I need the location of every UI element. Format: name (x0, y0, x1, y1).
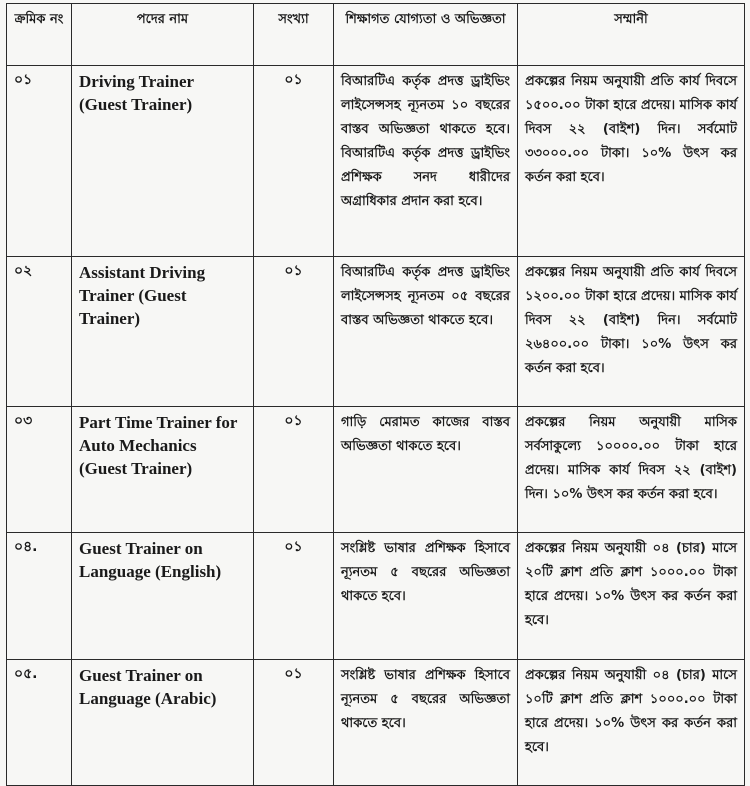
qualification-cell: সংশ্লিষ্ট ভাষার প্রশিক্ষক হিসাবে ন্যূনতম ৫ বছরের অভিজ্ঞতা থাকতে হবে। (334, 660, 518, 786)
post-name-cell: Guest Trainer on Language (Arabic) (72, 660, 254, 786)
remuneration-cell: প্রকল্পের নিয়ম অনুযায়ী প্রতি কার্য দিবসে ১৫০০.০০ টাকা হারে প্রদেয়। মাসিক কার্য দিবস ২২ (বাইশ) দিন। সর্বমোট ৩৩০০০.০০ টাকা। ১০% উৎস কর কর্তন করা হবে। (518, 66, 745, 257)
remuneration-cell: প্রকল্পের নিয়ম অনুযায়ী ০৪ (চার) মাসে ১০টি ক্লাশ প্রতি ক্লাশ ১০০০.০০ টাকা হারে প্রদেয়। ১০% উৎস কর কর্তন করা হবে। (518, 660, 745, 786)
qualification-cell: গাড়ি মেরামত কাজের বাস্তব অভিজ্ঞতা থাকতে হবে। (334, 407, 518, 533)
post-name-cell: Part Time Trainer for Auto Mechanics (Guest Trainer) (72, 407, 254, 533)
job-vacancy-table-frame (6, 3, 744, 777)
post-name-cell: Guest Trainer on Language (English) (72, 533, 254, 660)
remuneration-cell: প্রকল্পের নিয়ম অনুযায়ী মাসিক সর্বসাকুল্যে ১০০০০.০০ টাকা হারে প্রদেয়। মাসিক কার্য দিবস ২২ (বাইশ) দিন। ১০% উৎস কর কর্তন করা হবে। (518, 407, 745, 533)
header-post-name: পদের নাম (72, 4, 254, 66)
table-row (7, 257, 745, 407)
job-vacancy-table (6, 3, 745, 786)
table-row (7, 407, 745, 533)
table-row (7, 66, 745, 257)
serial-cell: ০৪. (7, 533, 72, 660)
post-name-cell: Driving Trainer (Guest Trainer) (72, 66, 254, 257)
remuneration-cell: প্রকল্পের নিয়ম অনুযায়ী ০৪ (চার) মাসে ২০টি ক্লাশ প্রতি ক্লাশ ১০০০.০০ টাকা হারে প্রদেয়। ১০% উৎস কর কর্তন করা হবে। (518, 533, 745, 660)
post-name-cell: Assistant Driving Trainer (Guest Trainer) (72, 257, 254, 407)
count-cell: ০১ (254, 660, 334, 786)
serial-cell: ০২ (7, 257, 72, 407)
header-remuneration: সম্মানী (518, 4, 745, 66)
header-qualification: শিক্ষাগত যোগ্যতা ও অভিজ্ঞতা (334, 4, 518, 66)
serial-cell: ০১ (7, 66, 72, 257)
count-cell: ০১ (254, 257, 334, 407)
header-serial: ক্রমিক নং (7, 4, 72, 66)
qualification-cell: বিআরটিএ কর্তৃক প্রদত্ত ড্রাইভিং লাইসেন্সসহ ন্যূনতম ০৫ বছরের বাস্তব অভিজ্ঞতা থাকতে হবে। (334, 257, 518, 407)
count-cell: ০১ (254, 533, 334, 660)
count-cell: ০১ (254, 407, 334, 533)
table-header-row (7, 4, 745, 66)
serial-cell: ০৫. (7, 660, 72, 786)
table-row (7, 533, 745, 660)
qualification-cell: বিআরটিএ কর্তৃক প্রদত্ত ড্রাইভিং লাইসেন্সসহ ন্যূনতম ১০ বছরের বাস্তব অভিজ্ঞতা থাকতে হবে। বিআরটিএ কর্তৃক প্রদত্ত ড্রাইভিং প্রশিক্ষক সনদ ধারীদের অগ্রাধিকার প্রদান করা হবে। (334, 66, 518, 257)
serial-cell: ০৩ (7, 407, 72, 533)
remuneration-cell: প্রকল্পের নিয়ম অনুযায়ী প্রতি কার্য দিবসে ১২০০.০০ টাকা হারে প্রদেয়। মাসিক কার্য দিবস ২২ (বাইশ) দিন। সর্বমোট ২৬৪০০.০০ টাকা। ১০% উৎস কর কর্তন করা হবে। (518, 257, 745, 407)
table-row (7, 660, 745, 786)
count-cell: ০১ (254, 66, 334, 257)
header-count: সংখ্যা (254, 4, 334, 66)
qualification-cell: সংশ্লিষ্ট ভাষার প্রশিক্ষক হিসাবে ন্যূনতম ৫ বছরের অভিজ্ঞতা থাকতে হবে। (334, 533, 518, 660)
